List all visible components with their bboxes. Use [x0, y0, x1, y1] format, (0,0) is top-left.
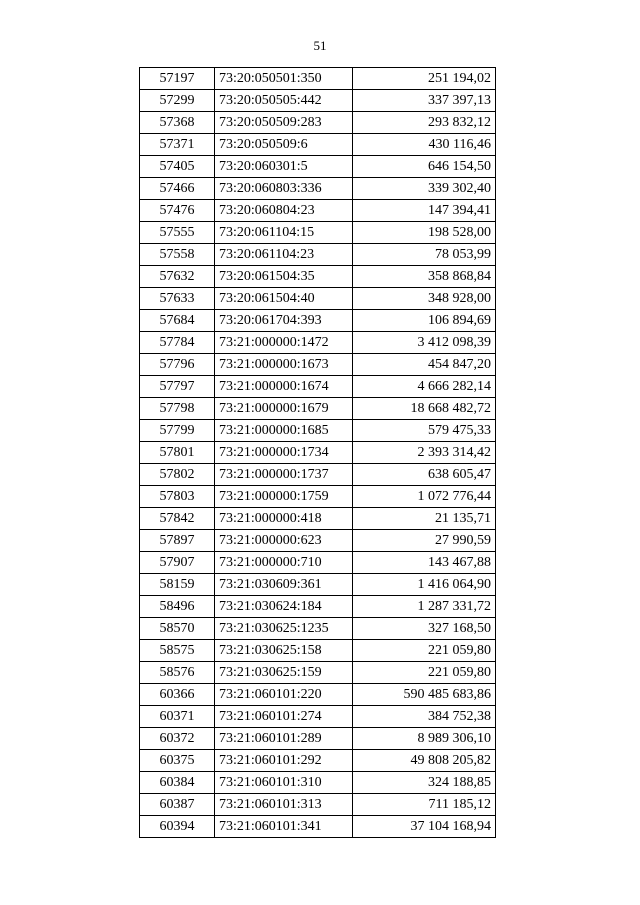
table-row: [140, 156, 496, 178]
cadastral-number-cell: 73:20:050501:350: [215, 68, 353, 90]
value-cell: 358 868,84: [353, 266, 496, 288]
table-row: [140, 684, 496, 706]
table-row: [140, 222, 496, 244]
row-id-cell: 57796: [140, 354, 215, 376]
table-row: [140, 200, 496, 222]
row-id-cell: 57299: [140, 90, 215, 112]
value-cell: 638 605,47: [353, 464, 496, 486]
registry-table: [139, 67, 496, 838]
cadastral-number-cell: 73:20:061104:15: [215, 222, 353, 244]
table-row: [140, 596, 496, 618]
table-row: [140, 90, 496, 112]
value-cell: 198 528,00: [353, 222, 496, 244]
table-row: [140, 354, 496, 376]
value-cell: 21 135,71: [353, 508, 496, 530]
row-id-cell: 57197: [140, 68, 215, 90]
row-id-cell: 60372: [140, 728, 215, 750]
table-row: [140, 574, 496, 596]
cadastral-number-cell: 73:20:061704:393: [215, 310, 353, 332]
cadastral-number-cell: 73:21:060101:313: [215, 794, 353, 816]
value-cell: 18 668 482,72: [353, 398, 496, 420]
cadastral-number-cell: 73:20:061504:40: [215, 288, 353, 310]
value-cell: 4 666 282,14: [353, 376, 496, 398]
page-number: 51: [313, 38, 327, 53]
table-row: [140, 266, 496, 288]
table-row: [140, 464, 496, 486]
cadastral-number-cell: 73:21:000000:418: [215, 508, 353, 530]
row-id-cell: 60366: [140, 684, 215, 706]
cadastral-number-cell: 73:21:000000:1737: [215, 464, 353, 486]
cadastral-number-cell: 73:21:000000:1673: [215, 354, 353, 376]
table-row: [140, 816, 496, 838]
row-id-cell: 57632: [140, 266, 215, 288]
value-cell: 221 059,80: [353, 662, 496, 684]
value-cell: 579 475,33: [353, 420, 496, 442]
row-id-cell: 57784: [140, 332, 215, 354]
value-cell: 1 287 331,72: [353, 596, 496, 618]
table-row: [140, 618, 496, 640]
cadastral-number-cell: 73:20:050505:442: [215, 90, 353, 112]
value-cell: 711 185,12: [353, 794, 496, 816]
cadastral-number-cell: 73:20:060301:5: [215, 156, 353, 178]
value-cell: 2 393 314,42: [353, 442, 496, 464]
cadastral-number-cell: 73:21:030609:361: [215, 574, 353, 596]
row-id-cell: 58575: [140, 640, 215, 662]
row-id-cell: 58570: [140, 618, 215, 640]
row-id-cell: 57802: [140, 464, 215, 486]
value-cell: 143 467,88: [353, 552, 496, 574]
value-cell: 348 928,00: [353, 288, 496, 310]
cadastral-number-cell: 73:20:061504:35: [215, 266, 353, 288]
cadastral-number-cell: 73:21:060101:274: [215, 706, 353, 728]
table-row: [140, 178, 496, 200]
row-id-cell: 57371: [140, 134, 215, 156]
row-id-cell: 58159: [140, 574, 215, 596]
table-row: [140, 794, 496, 816]
table-row: [140, 772, 496, 794]
cadastral-number-cell: 73:21:000000:710: [215, 552, 353, 574]
table-row: [140, 310, 496, 332]
row-id-cell: 57799: [140, 420, 215, 442]
table-row: [140, 486, 496, 508]
value-cell: 384 752,38: [353, 706, 496, 728]
cadastral-number-cell: 73:20:050509:283: [215, 112, 353, 134]
table-row: [140, 640, 496, 662]
row-id-cell: 57798: [140, 398, 215, 420]
value-cell: 106 894,69: [353, 310, 496, 332]
value-cell: 78 053,99: [353, 244, 496, 266]
cadastral-number-cell: 73:21:000000:1759: [215, 486, 353, 508]
registry-table-body: [140, 68, 496, 838]
table-row: [140, 376, 496, 398]
table-row: [140, 552, 496, 574]
table-row: [140, 332, 496, 354]
cadastral-number-cell: 73:21:000000:1472: [215, 332, 353, 354]
cadastral-number-cell: 73:21:000000:623: [215, 530, 353, 552]
table-row: [140, 420, 496, 442]
row-id-cell: 57405: [140, 156, 215, 178]
value-cell: 1 416 064,90: [353, 574, 496, 596]
cadastral-number-cell: 73:21:000000:1734: [215, 442, 353, 464]
table-row: [140, 112, 496, 134]
table-row: [140, 288, 496, 310]
value-cell: 324 188,85: [353, 772, 496, 794]
value-cell: 37 104 168,94: [353, 816, 496, 838]
value-cell: 590 485 683,86: [353, 684, 496, 706]
cadastral-number-cell: 73:21:030624:184: [215, 596, 353, 618]
value-cell: 327 168,50: [353, 618, 496, 640]
row-id-cell: 57558: [140, 244, 215, 266]
value-cell: 1 072 776,44: [353, 486, 496, 508]
value-cell: 221 059,80: [353, 640, 496, 662]
table-row: [140, 706, 496, 728]
row-id-cell: 57684: [140, 310, 215, 332]
cadastral-number-cell: 73:21:030625:159: [215, 662, 353, 684]
cadastral-number-cell: 73:21:000000:1674: [215, 376, 353, 398]
value-cell: 49 808 205,82: [353, 750, 496, 772]
value-cell: 147 394,41: [353, 200, 496, 222]
row-id-cell: 60371: [140, 706, 215, 728]
value-cell: 337 397,13: [353, 90, 496, 112]
table-row: [140, 662, 496, 684]
row-id-cell: 60387: [140, 794, 215, 816]
row-id-cell: 57476: [140, 200, 215, 222]
cadastral-number-cell: 73:20:061104:23: [215, 244, 353, 266]
value-cell: 293 832,12: [353, 112, 496, 134]
value-cell: 8 989 306,10: [353, 728, 496, 750]
row-id-cell: 57797: [140, 376, 215, 398]
value-cell: 430 116,46: [353, 134, 496, 156]
row-id-cell: 57801: [140, 442, 215, 464]
value-cell: 339 302,40: [353, 178, 496, 200]
row-id-cell: 57466: [140, 178, 215, 200]
row-id-cell: 57907: [140, 552, 215, 574]
cadastral-number-cell: 73:20:060804:23: [215, 200, 353, 222]
row-id-cell: 57842: [140, 508, 215, 530]
table-row: [140, 244, 496, 266]
value-cell: 27 990,59: [353, 530, 496, 552]
cadastral-number-cell: 73:21:060101:289: [215, 728, 353, 750]
row-id-cell: 60375: [140, 750, 215, 772]
cadastral-number-cell: 73:21:000000:1685: [215, 420, 353, 442]
row-id-cell: 57368: [140, 112, 215, 134]
table-row: [140, 530, 496, 552]
cadastral-number-cell: 73:21:000000:1679: [215, 398, 353, 420]
cadastral-number-cell: 73:20:060803:336: [215, 178, 353, 200]
table-row: [140, 728, 496, 750]
cadastral-number-cell: 73:21:060101:341: [215, 816, 353, 838]
cadastral-number-cell: 73:20:050509:6: [215, 134, 353, 156]
cadastral-number-cell: 73:21:030625:158: [215, 640, 353, 662]
row-id-cell: 57803: [140, 486, 215, 508]
table-row: [140, 750, 496, 772]
row-id-cell: 58576: [140, 662, 215, 684]
cadastral-number-cell: 73:21:030625:1235: [215, 618, 353, 640]
cadastral-number-cell: 73:21:060101:220: [215, 684, 353, 706]
table-row: [140, 68, 496, 90]
table-row: [140, 508, 496, 530]
row-id-cell: 57897: [140, 530, 215, 552]
row-id-cell: 57555: [140, 222, 215, 244]
value-cell: 454 847,20: [353, 354, 496, 376]
table-row: [140, 134, 496, 156]
value-cell: 3 412 098,39: [353, 332, 496, 354]
cadastral-number-cell: 73:21:060101:292: [215, 750, 353, 772]
row-id-cell: 60394: [140, 816, 215, 838]
value-cell: 646 154,50: [353, 156, 496, 178]
value-cell: 251 194,02: [353, 68, 496, 90]
table-row: [140, 398, 496, 420]
row-id-cell: 58496: [140, 596, 215, 618]
row-id-cell: 60384: [140, 772, 215, 794]
cadastral-number-cell: 73:21:060101:310: [215, 772, 353, 794]
table-row: [140, 442, 496, 464]
row-id-cell: 57633: [140, 288, 215, 310]
